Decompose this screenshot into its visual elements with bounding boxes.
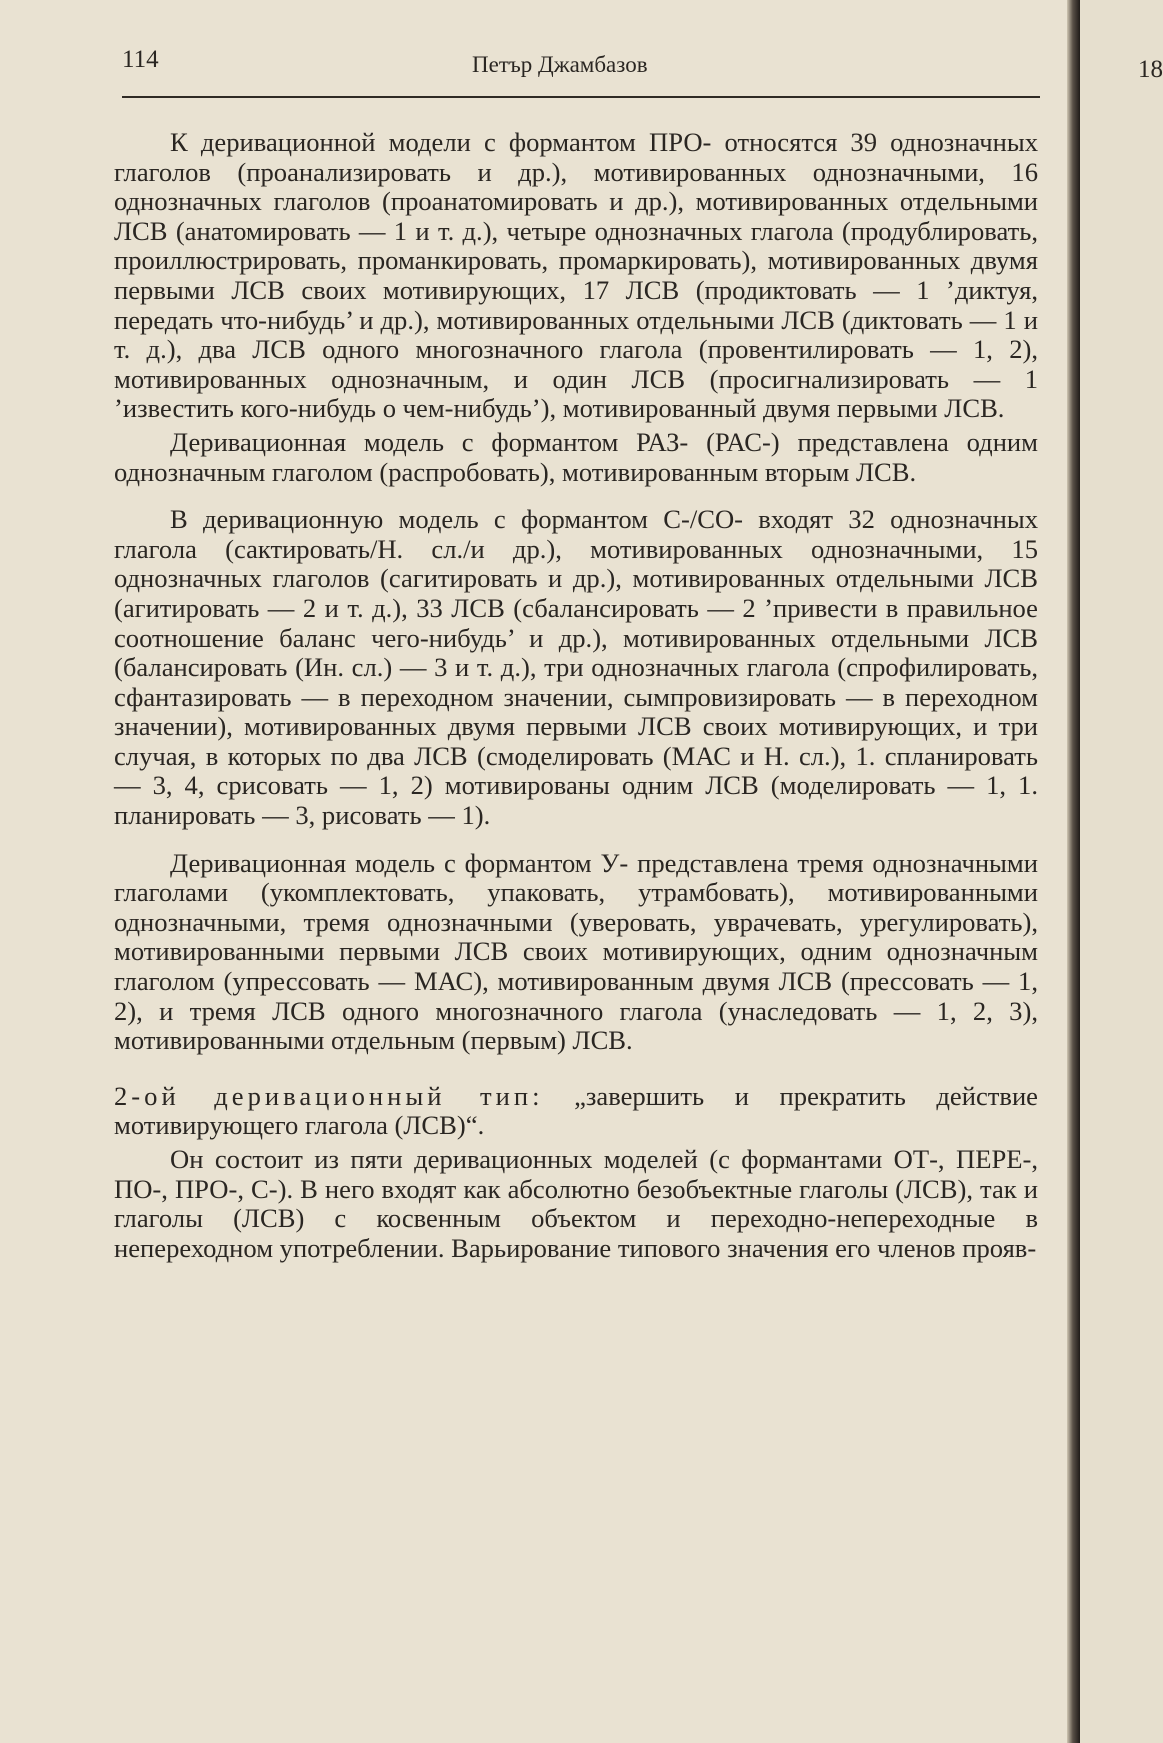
sheet-mark: 18: [1138, 56, 1163, 83]
paragraph: Деривационная модель с формантом РАЗ- (РАС-) представлена одним однозначным глаголом (распробовать), мотивированным вторым ЛСВ.: [114, 426, 1038, 487]
paragraph: Деривационная модель с формантом У- представлена тремя однозначными глаголами (укомплектовать, упаковать, утрамбовать), мотивированными однозначными, тремя однозначными (уверовать, уврачевать, урегулировать), мотивированными первыми ЛСВ своих мотивирующих, одним однозначным глаголом (упрессовать — МАС), мотивированным двумя ЛСВ (прессовать — 1, 2), и тремя ЛСВ одного многозначного глагола (унаследовать — 1, 2, 3), мотивированными отдельным (первым) ЛСВ.: [114, 847, 1038, 1056]
paragraph: К деривационной модели с формантом ПРО- относятся 39 однозначных глаголов (проанализировать и др.), мотивированных однозначными, 16 однозначных глаголов (проанатомировать и др.), мотивированных отдельными ЛСВ (анатомировать — 1 и т. д.), четыре однозначных глагола (продублировать, проиллюстрировать, проманкировать, промаркировать), мотивированных двумя первыми ЛСВ своих мотивирующих, 17 ЛСВ (продиктовать — 1 ’диктуя, передать что-нибудь’ и др.), мотивированных отдельными ЛСВ (диктовать — 1 и т. д.), два ЛСВ одного многозначного глагола (провентилировать — 1, 2), мотивированных однозначным, и один ЛСВ (просигнализировать — 1 ’известить кого-нибудь о чем-нибудь’), мотивированный двумя первыми ЛСВ.: [114, 127, 1038, 424]
paragraph: Он состоит из пяти деривационных моделей (с формантами ОТ-, ПЕРЕ-, ПО-, ПРО-, С-). В него входят как абсолютно безобъектные глаголы (ЛСВ), так и глаголы (ЛСВ) с косвенным объектом и переходно-непереходные в непереходном употреблении. Варьирование типового значения его членов прояв-: [114, 1144, 1038, 1263]
header-rule: [122, 96, 1040, 98]
page-number: 114: [122, 46, 159, 73]
page-edge-shadow: [1067, 0, 1080, 1743]
running-header: [122, 46, 1163, 86]
derivational-type-label: 2-ой деривационный тип:: [114, 1080, 544, 1111]
text-body: [114, 128, 1038, 1263]
running-title: Петър Джамбазов: [472, 52, 648, 77]
derivational-type-meaning: „завершить и прекратить действие мотивирующего глагола (ЛСВ)“.: [114, 1080, 1038, 1141]
section-heading-paragraph: [114, 1082, 1038, 1141]
paragraph: В деривационную модель с формантом С-/СО- входят 32 однозначных глагола (сактировать/Н. сл./и др.), мотивированных однозначными, 15 однозначных глаголов (сагитировать и др.), мотивированных отдельными ЛСВ (агитировать — 2 и т. д.), 33 ЛСВ (сбалансировать — 2 ’привести в правильное соотношение баланс чего-нибудь’ и др.), мотивированных отдельными ЛСВ (балансировать (Ин. сл.) — 3 и т. д.), три однозначных глагола (спрофилировать, сфантазировать — в переходном значении, сымпровизировать — в переходном значении), мотивированных двумя первыми ЛСВ своих мотивирующих, и три случая, в которых по два ЛСВ (смоделировать (МАС и Н. сл.), 1. спланировать — 3, 4, срисовать — 1, 2) мотивированы одним ЛСВ (моделировать — 1, 1. планировать — 3, рисовать — 1).: [114, 504, 1038, 831]
